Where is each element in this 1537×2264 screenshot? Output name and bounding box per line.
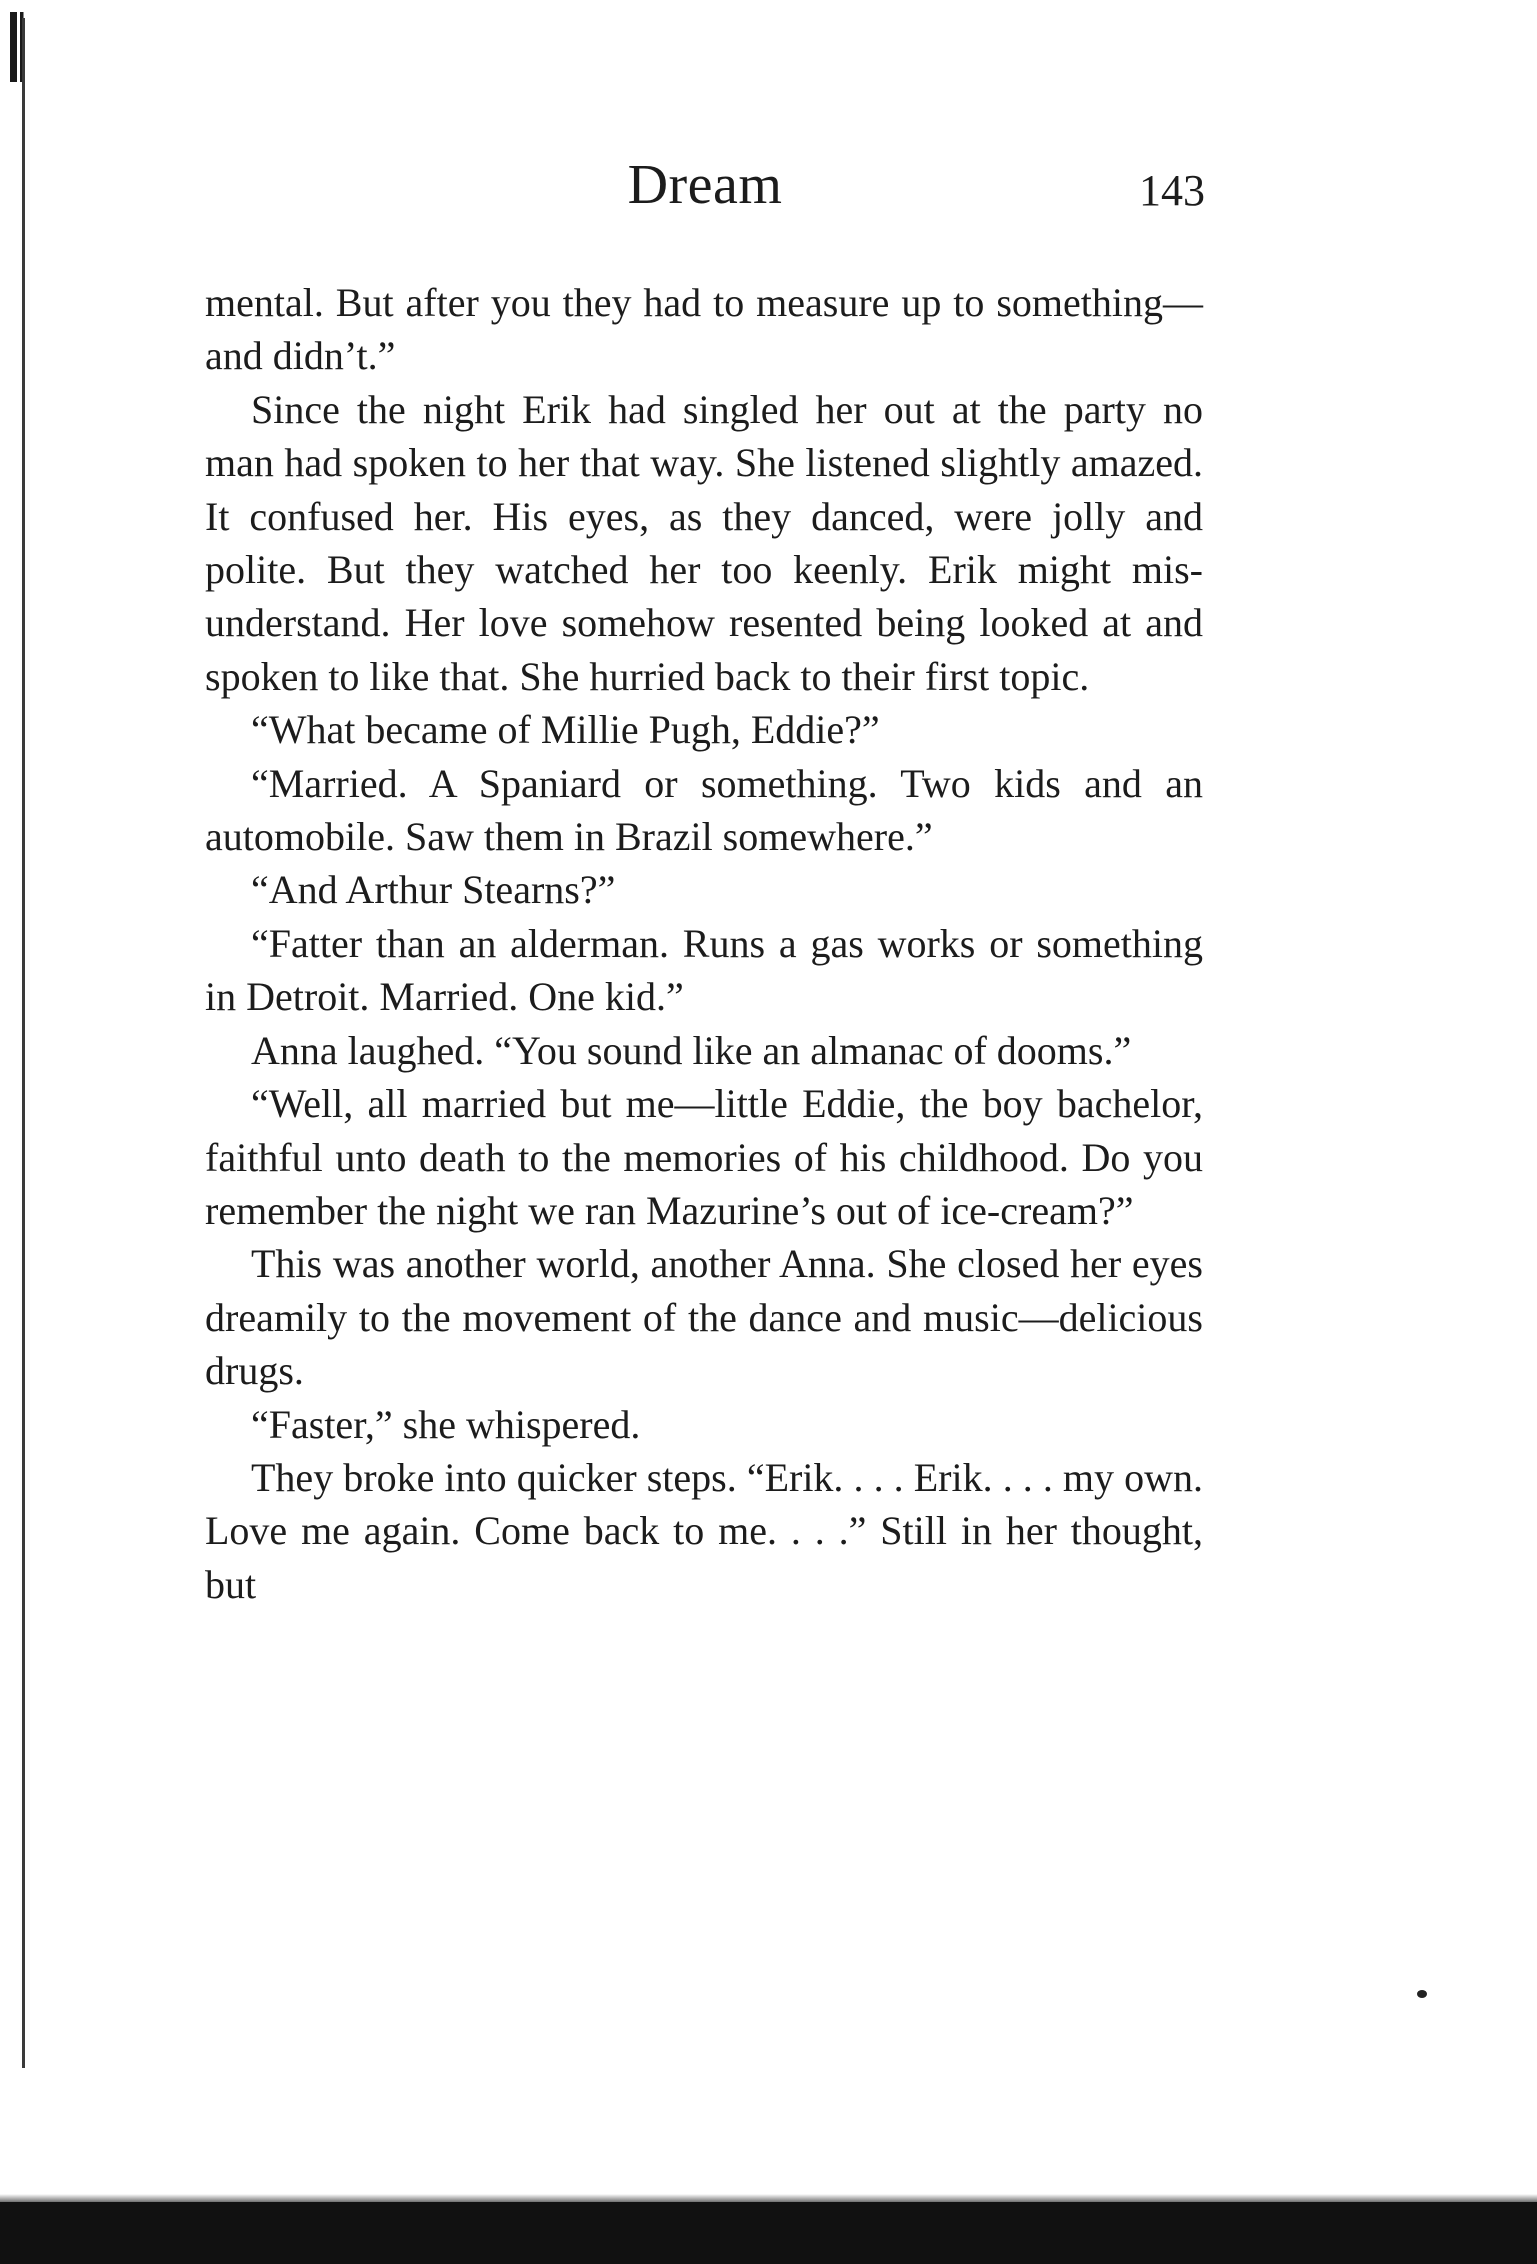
paragraph: mental. But after you they had to measure up to something—and didn’t.” bbox=[205, 280, 1203, 379]
paragraph: “Married. A Spaniard or something. Two kids and an automobile. Saw them in Brazil somewhere.” bbox=[205, 760, 1203, 860]
paragraph: They broke into quicker steps. “Erik. . . . Erik. . . . my own. Love me again. Come back to me. . . .” Still in her thought, but bbox=[205, 1454, 1203, 1607]
paragraph: Anna laughed. “You sound like an almanac of dooms.” bbox=[251, 1027, 1132, 1073]
paragraph: This was another world, another Anna. She closed her eyes dreamily to the movement of the dance and music—delicious drugs. bbox=[205, 1241, 1203, 1394]
paragraph: Since the night Erik had singled her out at the party no man had spoken to her that way. She listened slightly amazed. It confused her. His eyes, as they danced, were jolly and polite. But they watched her too keenly. Erik might misunderstand. Her love somehow resented being looked at and spoken to like that. She hurried back to their first topic. bbox=[205, 386, 1203, 699]
scan-bottom-band bbox=[0, 2202, 1537, 2264]
scan-binding-mark bbox=[10, 12, 28, 82]
running-head: Dream bbox=[627, 154, 783, 216]
paragraph: “What became of Millie Pugh, Eddie?” bbox=[251, 707, 880, 753]
scan-edge-line bbox=[22, 18, 25, 2068]
paragraph: “Faster,” she whispered. bbox=[251, 1401, 641, 1447]
page-header bbox=[205, 150, 1205, 220]
page-number: 143 bbox=[1139, 166, 1205, 215]
paragraph: “Fatter than an alderman. Runs a gas works or something in Detroit. Married. One kid.” bbox=[205, 920, 1203, 1020]
scan-speck bbox=[1417, 1990, 1427, 1998]
paragraph: “Well, all married but me—little Eddie, the boy bachelor, faithful unto death to the memories of his childhood. Do you remember the night we ran Mazurine’s out of ice-cream?” bbox=[205, 1081, 1203, 1233]
paragraph: “And Arthur Stearns?” bbox=[251, 867, 616, 913]
body-text bbox=[205, 276, 1203, 1611]
